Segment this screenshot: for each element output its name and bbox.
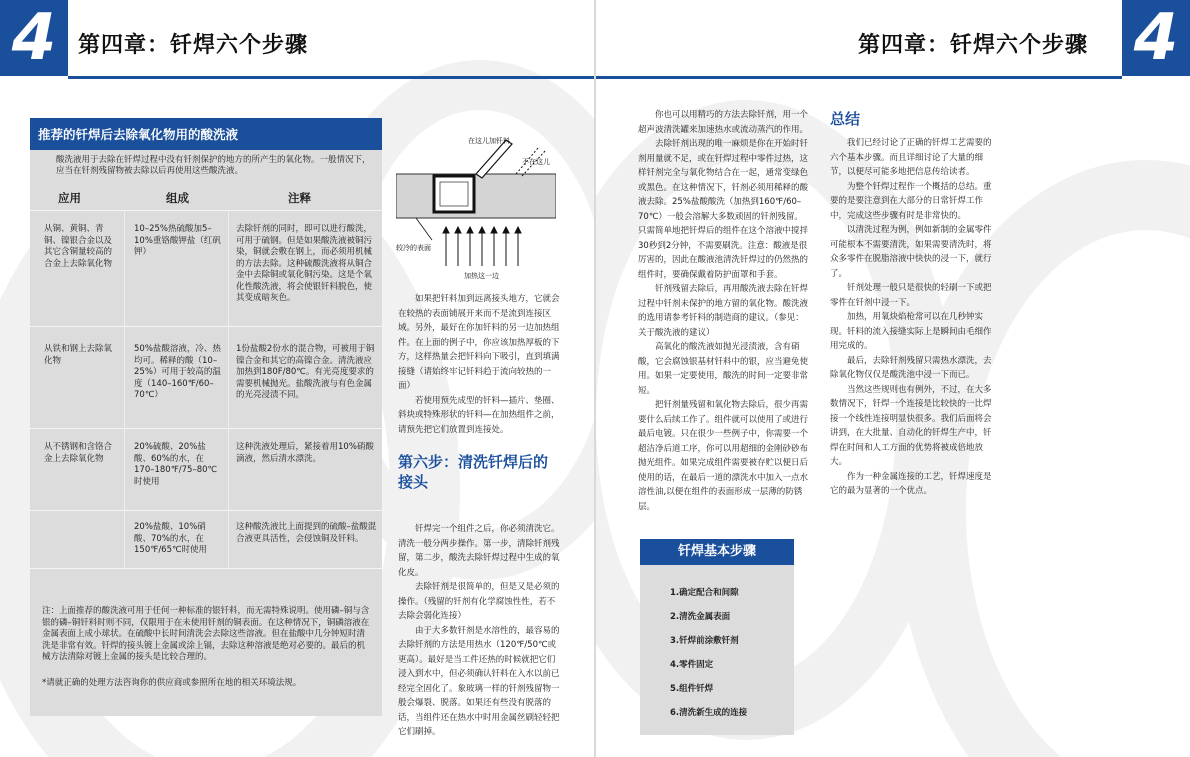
basic-steps-box	[640, 539, 794, 735]
paragraph: 以清洗过程为例，例如新制的金属零件可能根本不需要清洗，如果需要清洗时，将众多零件在脱脂溶液中快快的浸一下，就行了。	[830, 225, 992, 279]
table-cell-application: 从铜、黄铜、青铜、镍银合金以及其它含铜量较高的合金上去除氧化物	[44, 224, 113, 269]
paragraph: 去除钎剂是很简单的，但是又是必须的操作。（残留的钎剂有化学腐蚀性性，若不去除会弱化连接）	[398, 582, 560, 621]
chapter-title: 第四章：钎焊六个步骤	[78, 33, 309, 58]
paragraph: 作为一种金属连接的工艺，钎焊速度是它的最为显著的一个优点。	[830, 471, 992, 496]
list-item: 1.确定配合和间隙	[670, 588, 739, 598]
table-cell-note: 这种酸洗液比上面提到的硫酸–盐酸混合液更具活性，会侵蚀铜及钎料。	[236, 522, 377, 544]
paragraph: 你也可以用精巧的方法去除钎剂，用一个超声波清洗罐来加速热水或流动蒸汽的作用。	[638, 110, 809, 135]
paragraph: 去除钎剂出现的唯一麻烦是你在开始时钎剂用量就不足，或在钎焊过程中零件过热，这样钎剂完全与氧化物结合在一起，通常变绿色或黑色。在这种情况下，钎剂必须用稀释的酸液去除。25%盐酸酸洗（加热到160℉/60–70℃）一般会溶解大多数顽固的钎剂残留。只需简单地把钎焊后的组件在这个溶液中搅拌30秒到2分钟，不需要刷洗。注意：酸液是很厉害的，因此在酸液池清洗钎焊过的仍然热的组件时，要确保戴着防护面罩和手套。	[638, 139, 809, 280]
table-divider	[30, 568, 382, 569]
diagram-label-heat-side: 加热这一边	[464, 272, 499, 280]
step6-text-column	[398, 522, 562, 740]
list-item: 3.钎焊前涂敷钎剂	[670, 636, 739, 646]
paragraph: 由于大多数钎剂是水溶性的，最容易的去除钎剂的方法是用热水（120℉/50℃或更高）。最好是当工件还热的时候就把它们浸入到水中，但必须确认钎料在入水以前已经完全固化了。象玻璃一样的钎剂残留物一般会爆裂、脱落。如果还有些没有脱落的话，当组件还在热水中时用金属丝刷轻轻把它们刷掉。	[398, 625, 560, 737]
table-cell-composition: 50%盐酸溶液，冷、热均可。稀释的酸（10–25%）可用于较高的温度（140–160℉/60–70℃）	[134, 344, 221, 400]
paragraph: 钎剂残留去除后，再用酸洗液去除在钎焊过程中钎剂未保护的地方留的氧化物。酸洗液的选用请参考钎料的制造商的建议。（参见：关于酸洗液的建议）	[638, 284, 809, 338]
table-cell-composition: 10–25%热硫酸加5–10%重铬酸钾盐（红矾钾）	[134, 224, 221, 257]
paragraph: 钎焊完一个组件之后，你必须清洗它。清洗一般分两步操作。第一步，清除钎剂残留，第二步，酸洗去除钎焊过程中生成的氧化皮。	[398, 524, 560, 578]
table-divider	[30, 210, 382, 211]
right-page	[596, 0, 1190, 757]
diagram-label-filler: 在这儿加钎料	[468, 137, 510, 145]
paragraph: 钎剂处理一般只是很快的轻刷一下或把零件在钎剂中浸一下。	[830, 283, 992, 308]
left-page	[0, 0, 594, 757]
table-divider	[228, 210, 229, 568]
paragraph: 若使用预先成型的钎料—插片、垫圈、斜块或特殊形状的钎料—在加热组件之前，请预先把它们放置到连接处。	[398, 395, 560, 435]
cleaning-text-column	[638, 108, 808, 514]
brazing-joint-diagram	[396, 134, 556, 284]
table-divider	[30, 326, 382, 327]
table-cell-application: 从不锈钢和含铬合金上去除氧化物	[44, 442, 113, 464]
paragraph: 我们已经讨论了正确的钎焊工艺需要的六个基本步骤。而且详细讨论了大量的细节，以便尽可能多地把信息传给读者。	[830, 138, 992, 177]
table-divider	[30, 428, 382, 429]
table-cell-note: 这种洗液处理后，紧接着用10%硝酸滴液，然后清水漂洗。	[236, 442, 374, 464]
joint-diagram-svg	[396, 134, 556, 284]
list-item: 2.清洗金属表面	[670, 612, 731, 622]
paragraph: 最后，去除钎剂残留只需热水漂洗，去除氧化物仅仅是酸洗池中浸一下而已。	[830, 355, 992, 380]
table-heading: 推荐的钎焊后去除氧化物用的酸洗液	[30, 118, 382, 150]
table-cell-note: 去除钎剂的同时，即可以进行酸洗，可用于硫钢。但是如果酸洗液被铜污染，铜就会敷在钢上，而必须用机械的方法去除。这种硫酸洗液将从铜合金中去除铜或氧化铜污染。这是个氧化性酸洗液，将会使银钎料脱色，使其变成暗灰色。	[236, 224, 373, 303]
list-item: 6.清洗新生成的连接	[670, 708, 748, 718]
chapter-number-badge: 4	[1122, 0, 1190, 76]
table-divider	[30, 510, 382, 511]
paragraph: 加热，用氧炔焰枪常可以在几秒钟实现。钎料的流入接缝实际上是瞬间由毛细作用完成的。	[830, 312, 992, 351]
table-cell-note: 1份盐酸2份水的混合物，可被用于铜镍合金和其它的高镍合金。清洗液应加热到180F/80℃。有光亮度要求的需要机械抛光。盐酸洗液与有色金属的光亮浸渍不同。	[236, 344, 375, 400]
summary-title: 总结	[830, 110, 861, 128]
table-divider	[124, 210, 125, 568]
column-header-note: 注释	[288, 191, 311, 205]
paragraph: 当然这些规则也有例外，不过，在大多数情况下，钎焊一个连接是比较快的一比焊接一个线性连接明显快很多。我们后面将会讲到，在大批量、自动化的钎焊生产中，钎焊在时间和人工方面的优势将被成倍地放大。	[830, 384, 992, 467]
header-rule	[596, 76, 1122, 79]
table-intro: 酸洗液用于去除在钎焊过程中没有钎剂保护的地方的所产生的氧化物。一般情况下，应当在钎剂残留物被去除以后再使用这些酸洗液。	[56, 155, 371, 176]
paragraph: 如果把钎料加到远离接头地方，它就会在较热的表面铺展开来而不是流到连接区域。另外，最好在你加钎料的另一边加热组件。在上面的例子中，你应该加热厚板的下方，这样热量会把钎料向下吸引，直到填满接缝（请始终牢记钎料趋于流向较热的一面）	[398, 294, 560, 391]
basic-steps-title: 钎焊基本步骤	[640, 539, 794, 565]
table-cell-composition: 20%盐酸、10%硝酸、70%的水，在150℉/65℃时使用	[134, 522, 208, 555]
header-rule	[68, 76, 594, 79]
chapter-number-badge: 4	[0, 0, 68, 76]
table-footnote-environment: *请就正确的处理方法咨询你的供应商或参照所在地的相关环境法规。	[42, 678, 302, 688]
joint-text-column	[398, 292, 562, 437]
list-item: 4.零件固定	[670, 660, 714, 670]
column-header-application: 应用	[58, 191, 81, 205]
table-cell-application: 从铁和钢上去除氧化物	[44, 344, 113, 366]
paragraph: 为整个钎焊过程作一个概括的总结。重要的是要注意到在大部分的日常钎焊工作中，完成这些步骤有时是非常快的。	[830, 181, 992, 221]
paragraph: 把钎剂量残留和氧化物去除后，很少再需要什么后续工作了。组件就可以使用了或进行最后电镀。只在很少一些例子中，你需要一个超洁净后道工序，你可以用超细的金刚砂砂布抛光组件。如果完成组件需要被存贮以便日后使用的话，在最后一道的漂洗水中加入一点水溶性油,以便在组件的表面形成一层薄的防锈层。	[638, 400, 809, 512]
diagram-label-cool-surface: 较冷的表面	[396, 244, 431, 252]
paragraph: 高氧化的酸洗液如抛光浸渍液，含有硝酸，它会腐蚀银基材钎料中的银，应当避免使用。如果一定要使用，酸洗的时间一定要非常短。	[638, 342, 809, 396]
table-footnote: 注：上面推荐的酸洗液可用于任何一种标准的银钎料，而无需特殊说明。使用磷–铜与含银的磷–铜钎料时则不同，仅限用于在未使用钎剂的铜表面。在这种情况下，铜磷溶液在金属表面上成小球状。在硫酸中长时间清洗会去除这些溶液。但在盐酸中几分钟短时清洗是非常有效。钎焊的接头镀上金属或涂上镉，去除这种溶液是绝对必要的。最后的机械方法清除对镀上金属的接头是比较合理的。	[42, 606, 370, 662]
table-cell-composition: 20%硫酸、20%盐酸、60%的水，在170–180℉/75–80℃时使用	[134, 442, 218, 487]
acid-pickle-table	[30, 118, 382, 716]
diagram-label-not-here: 不在这儿	[522, 158, 550, 166]
step6-title: 第六步：清洗钎焊后的接头	[398, 453, 549, 491]
list-item: 5.组件钎焊	[670, 684, 714, 694]
summary-text-column	[830, 136, 996, 499]
column-header-composition: 组成	[166, 191, 189, 205]
chapter-title: 第四章：钎焊六个步骤	[858, 33, 1089, 58]
